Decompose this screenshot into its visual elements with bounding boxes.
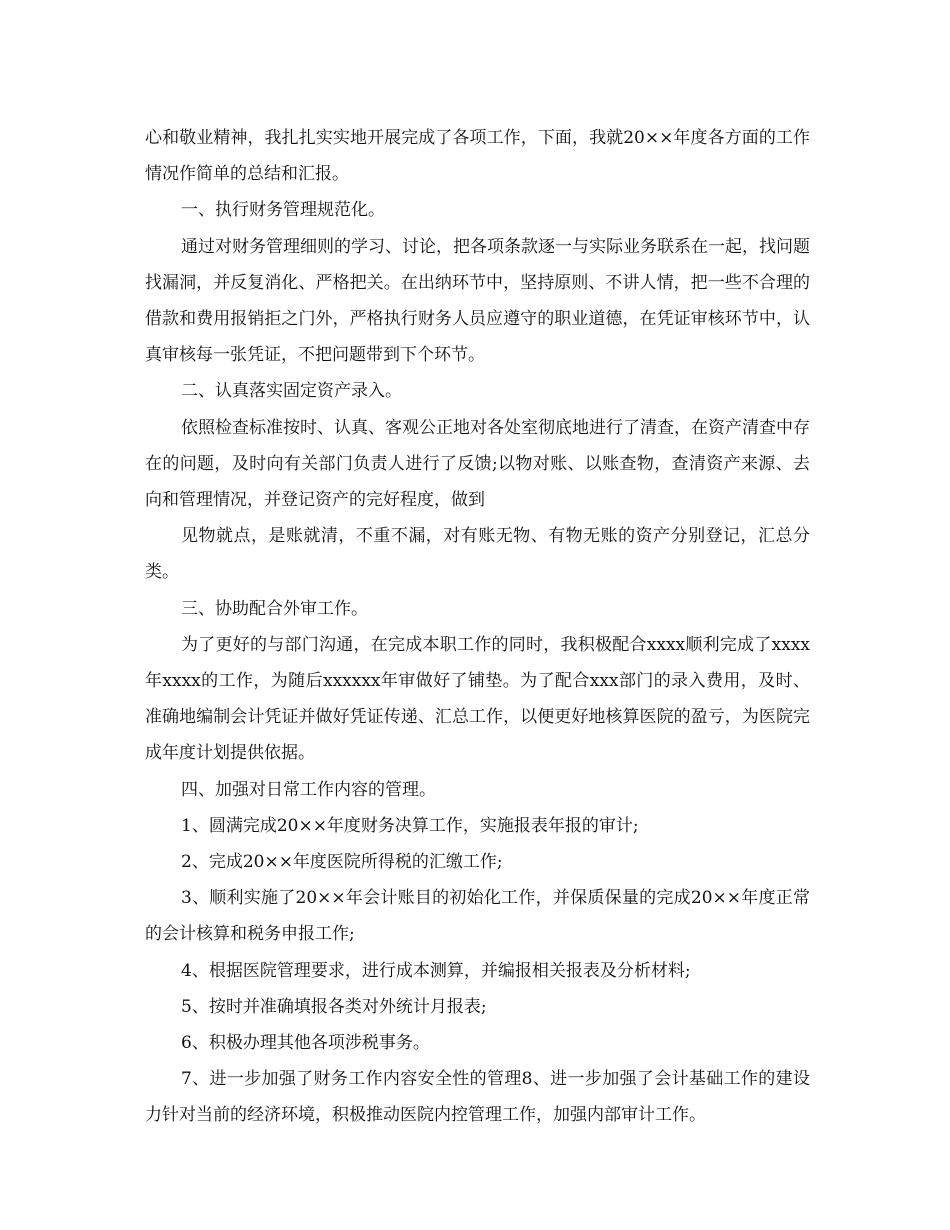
list-item-1: 1、圆满完成20××年度财务决算工作，实施报表年报的审计; xyxy=(181,815,639,836)
list-item-3: 3、顺利实施了20××年会计账目的初始化工作，并保质保量的完成20××年度正常的会计核算和税务申报工作; xyxy=(145,888,810,945)
paragraph-intro: 心和敬业精神，我扎扎实实地开展完成了各项工作，下面，我就20××年度各方面的工作情况作简单的总结和汇报。 xyxy=(145,128,810,185)
heading-section-3: 三、协助配合外审工作。 xyxy=(181,598,368,619)
paragraph-section-1: 通过对财务管理细则的学习、讨论，把各项条款逐一与实际业务联系在一起，找问题找漏洞，并反复消化、严格把关。在出纳环节中，坚持原则、不讲人情，把一些不合理的借款和费用报销拒之门外，严格执行财务人员应遵守的职业道德，在凭证审核环节中，认真审核每一张凭证，不把问题带到下个环节。 xyxy=(145,236,810,366)
list-item-6: 6、积极办理其他各项涉税事务。 xyxy=(181,1033,430,1054)
list-item-4: 4、根据医院管理要求，进行成本测算，并编报相关报表及分析材料; xyxy=(181,960,691,981)
heading-section-2: 二、认真落实固定资产录入。 xyxy=(181,381,402,402)
list-item-2: 2、完成20××年度医院所得税的汇缴工作; xyxy=(181,852,503,873)
heading-section-4: 四、加强对日常工作内容的管理。 xyxy=(181,779,436,800)
paragraph-section-2-continued: 见物就点，是账就清，不重不漏，对有账无物、有物无账的资产分别登记，汇总分类。 xyxy=(145,526,810,583)
document-body xyxy=(145,120,810,1134)
paragraph-section-2: 依照检查标准按时、认真、客观公正地对各处室彻底地进行了清查，在资产清查中存在的问题，及时向有关部门负责人进行了反馈;以物对账、以账查物，查清资产来源、去向和管理情况，并登记资产的完好程度，做到 xyxy=(145,417,810,511)
list-item-7: 7、进一步加强了财务工作内容安全性的管理8、进一步加强了会计基础工作的建设力针对当前的经济环境，积极推动医院内控管理工作，加强内部审计工作。 xyxy=(145,1069,810,1126)
list-item-5: 5、按时并准确填报各类对外统计月报表; xyxy=(181,996,487,1017)
paragraph-section-3: 为了更好的与部门沟通，在完成本职工作的同时，我积极配合xxxx顺利完成了xxxx年xxxx的工作，为随后xxxxxx年审做好了铺垫。为了配合xxx部门的录入费用，及时、准确地编制会计凭证并做好凭证传递、汇总工作，以便更好地核算医院的盈亏，为医院完成年度计划提供依据。 xyxy=(145,634,810,764)
heading-section-1: 一、执行财务管理规范化。 xyxy=(181,200,385,221)
